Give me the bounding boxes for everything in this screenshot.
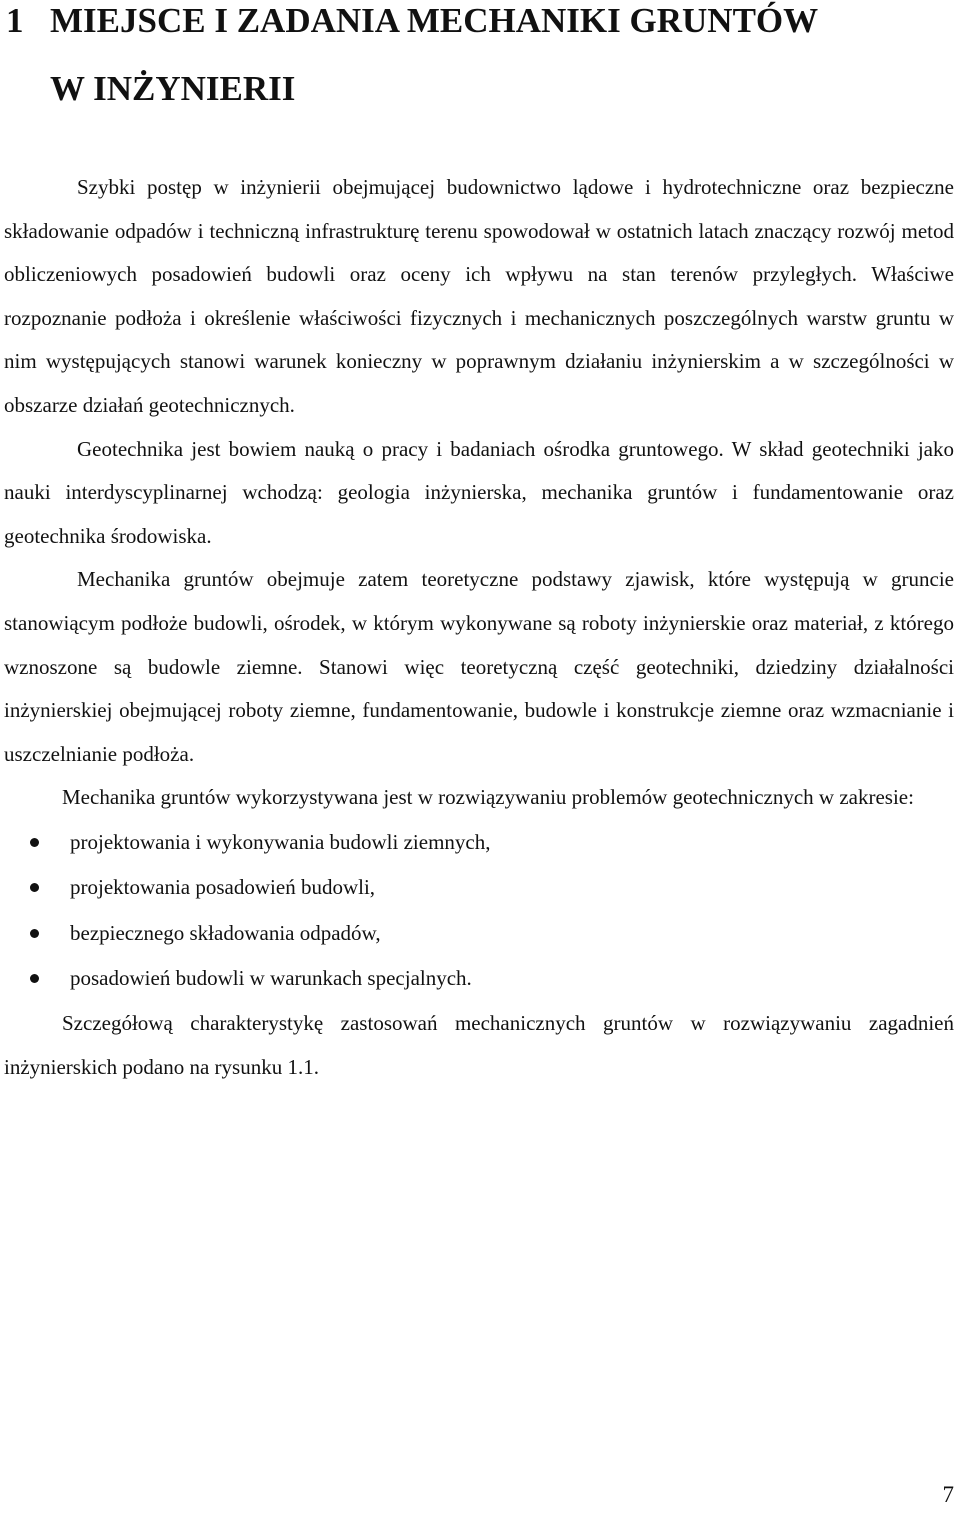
list-item <box>4 956 954 1002</box>
list-item <box>4 865 954 911</box>
paragraph-intro: Szybki postęp w inżynierii obejmującej budownictwo lądowe i hydrotechniczne oraz bezpieczne składowanie odpadów i techniczną infrastrukturę terenu spowodował w ostatnich latach znaczący rozwój metod obliczeniowych posadowień budowli oraz oceny ich wpływu na stan terenów przyległych. Właściwe rozpoznanie podłoża i określenie właściwości fizycznych i mechanicznych poszczególnych warstw gruntu w nim występujących stanowi warunek konieczny w poprawnym działaniu inżynierskim a w szczególności w obszarze działań geotechnicznych. <box>4 175 954 417</box>
list-item-text: posadowień budowli w warunkach specjalnych. <box>70 966 472 991</box>
paragraph-closing: Szczegółową charakterystykę zastosowań mechanicznych gruntów w rozwiązywaniu zagadnień inżynierskich podano na rysunku 1.1. <box>4 1010 954 1079</box>
bullet-icon <box>30 838 39 847</box>
chapter-title-line-2: W INŻYNIERII <box>50 69 296 108</box>
list-item <box>4 820 954 866</box>
list-item-text: projektowania posadowień budowli, <box>70 875 376 900</box>
list-item-text: bezpiecznego składowania odpadów, <box>70 920 381 945</box>
page-number: 7 <box>942 1482 954 1507</box>
bullet-icon <box>30 929 39 938</box>
chapter-body <box>4 166 954 1089</box>
paragraph-zakres: Mechanika gruntów wykorzystywana jest w rozwiązywaniu problemów geotechnicznych w zakresie: <box>62 785 914 810</box>
chapter-title-line-1: MIEJSCE I ZADANIA MECHANIKI GRUNTÓW <box>50 1 819 40</box>
list-item <box>4 911 954 957</box>
list-item-text: projektowania i wykonywania budowli ziemnych, <box>70 829 491 854</box>
bullet-icon <box>30 883 39 892</box>
application-list <box>4 820 954 1002</box>
paragraph-mechanika: Mechanika gruntów obejmuje zatem teoretyczne podstawy zjawisk, które występują w gruncie stanowiącym podłoże budowli, ośrodek, w którym wykonywane są roboty inżynierskie oraz materiał, z którego wznoszone są budowle ziemne. Stanowi więc teoretyczną część geotechniki, dziedziny działalności inżynierskiej obejmującej roboty ziemne, fundamentowanie, budowle i konstrukcje ziemne oraz wzmacnianie i uszczelnianie podłoża. <box>4 567 954 766</box>
bullet-icon <box>30 974 39 983</box>
paragraph-geotechnika: Geotechnika jest bowiem nauką o pracy i badaniach ośrodka gruntowego. W skład geotechniki jako nauki interdyscyplinarnej wchodzą: geologia inżynierska, mechanika gruntów i fundamentowanie oraz geotechnika środowiska. <box>4 436 954 548</box>
chapter-number: 1 <box>6 1 24 40</box>
